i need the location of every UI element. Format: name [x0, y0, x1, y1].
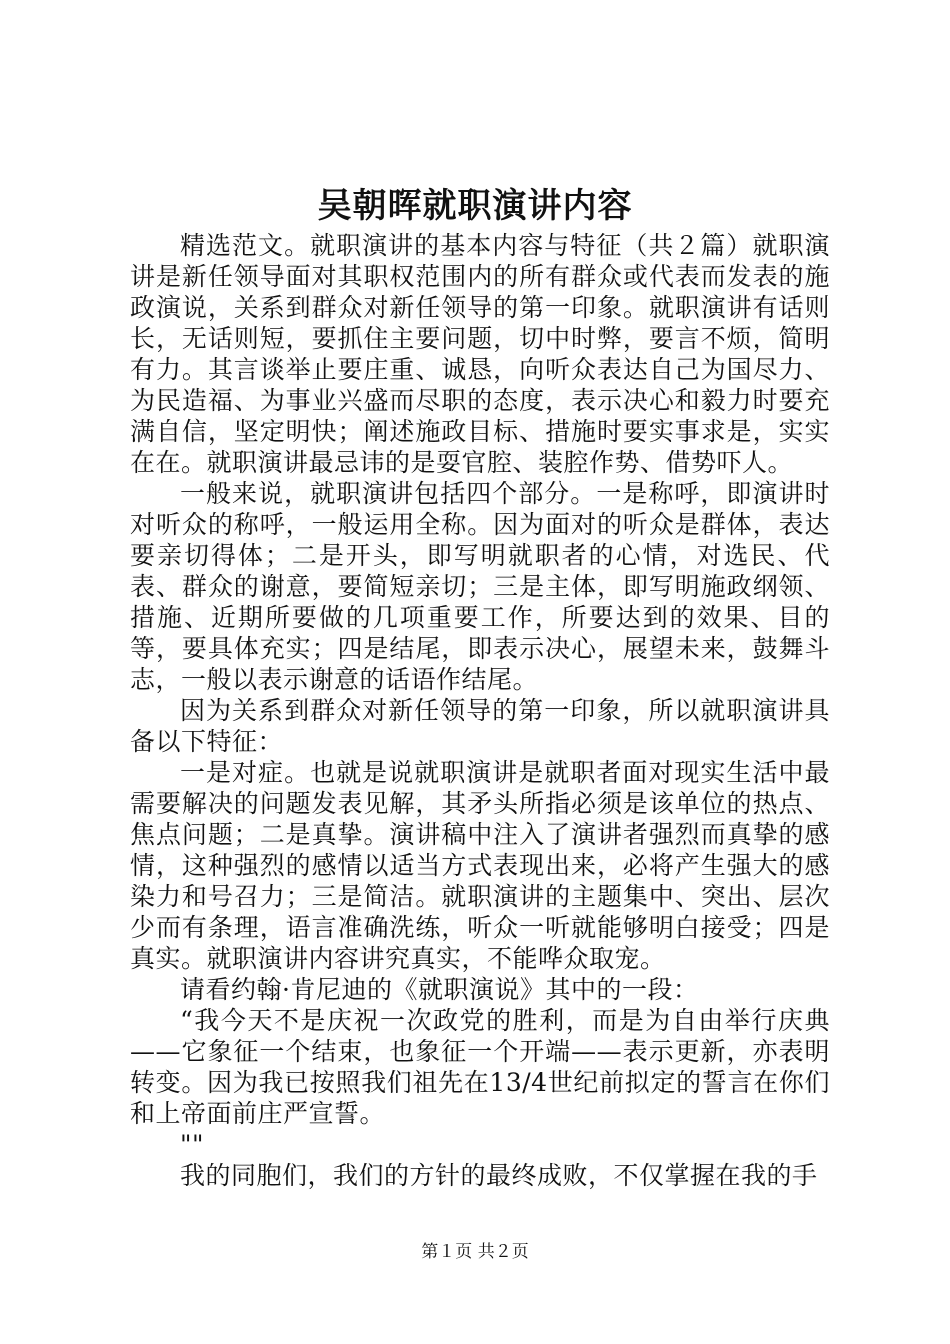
paragraph: 因为关系到群众对新任领导的第一印象，所以就职演讲具备以下特征：: [130, 696, 830, 756]
page-footer: 第１页 共２页: [421, 1242, 529, 1262]
paragraph: 一般来说，就职演讲包括四个部分。一是称呼，即演讲时对听众的称呼，一般运用全称。因为面对的听众是群体，表达要亲切得体；二是开头，即写明就职者的心情，对选民、代表、群众的谢意，要简短亲切；三是主体，即写明施政纲领、措施、近期所要做的几项重要工作，所要达到的效果、目的等，要具体充实；四是结尾，即表示决心，展望未来，鼓舞斗志，一般以表示谢意的话语作结尾。: [130, 479, 830, 694]
paragraph: 我的同胞们，我们的方针的最终成败，不仅掌握在我的手: [180, 1161, 818, 1190]
paragraph: "": [180, 1130, 204, 1159]
document-title: 吴朝晖就职演讲内容: [317, 186, 633, 226]
paragraph: 一是对症。也就是说就职演讲是就职者面对现实生活中最需要解决的问题发表见解，其矛头所指必须是该单位的热点、焦点问题；二是真挚。演讲稿中注入了演讲者强烈而真挚的感情，这种强烈的感情以适当方式表现出来，必将产生强大的感染力和号召力；三是简洁。就职演讲的主题集中、突出、层次少而有条理，语言准确洗练，听众一听就能够明白接受；四是真实。就职演讲内容讲究真实，不能哗众取宠。: [130, 758, 830, 973]
document-body: [130, 230, 830, 1191]
paragraph: 精选范文。就职演讲的基本内容与特征（共２篇）就职演讲是新任领导面对其职权范围内的所有群众或代表而发表的施政演说，关系到群众对新任领导的第一印象。就职演讲有话则长，无话则短，要抓住主要问题，切中时弊，要言不烦，简明有力。其言谈举止要庄重、诚恳，向听众表达自己为国尽力、为民造福、为事业兴盛而尽职的态度，表示决心和毅力时要充满自信，坚定明快；阐述施政目标、措施时要实事求是，实实在在。就职演讲最忌讳的是耍官腔、装腔作势、借势吓人。: [130, 231, 830, 477]
paragraph: 请看约翰·肯尼迪的《就职演说》其中的一段：: [180, 975, 699, 1004]
paragraph: “我今天不是庆祝一次政党的胜利，而是为自由举行庆典——它象征一个结束，也象征一个开端——表示更新，亦表明转变。因为我已按照我们祖先在13/4世纪前拟定的誓言在你们和上帝面前庄严宣誓。: [130, 1006, 830, 1128]
